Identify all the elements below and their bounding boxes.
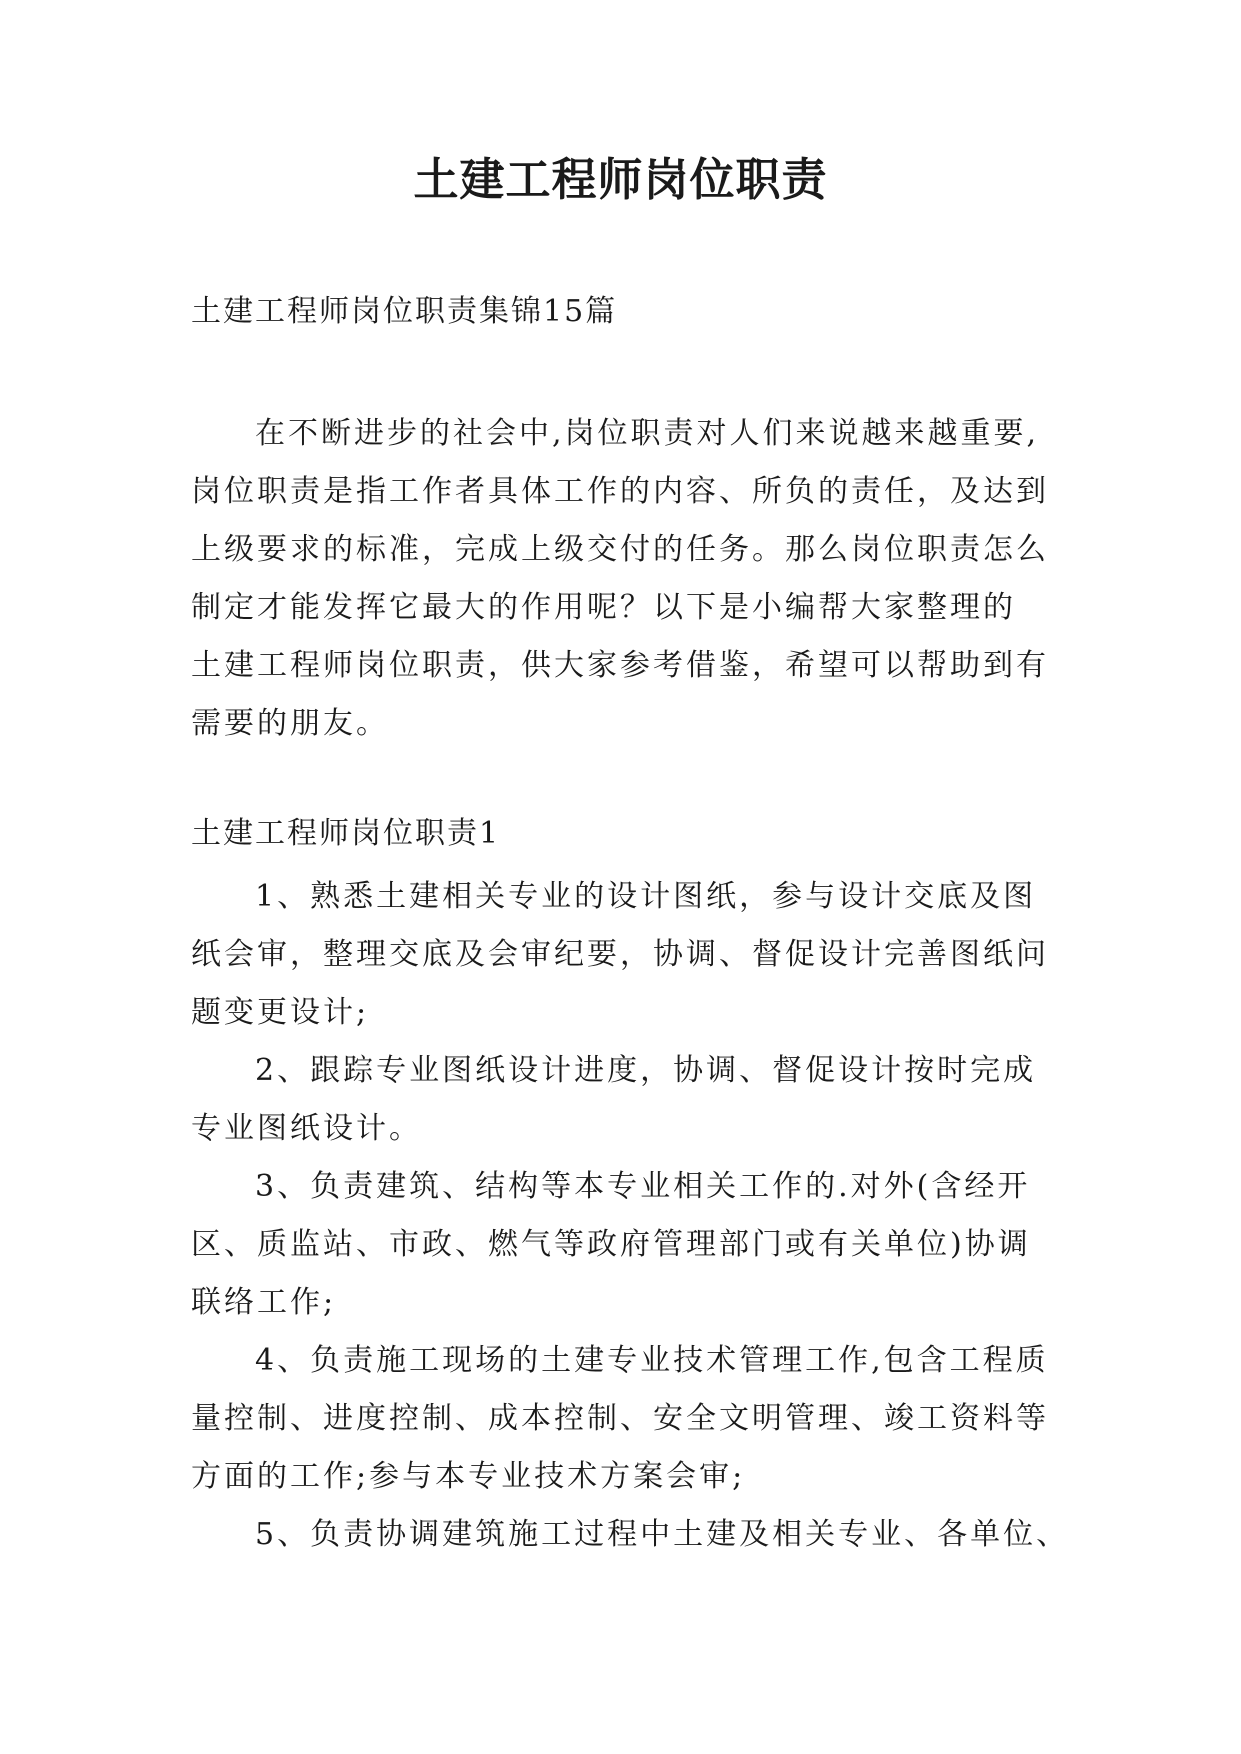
duty-line: 联络工作;	[191, 1285, 337, 1320]
document-title: 土建工程师岗位职责	[413, 153, 828, 206]
duty-line: 纸会审，整理交底及会审纪要，协调、督促设计完善图纸问	[191, 937, 1049, 972]
duty-line: 专业图纸设计。	[191, 1111, 422, 1146]
duty-line: 5、负责协调建筑施工过程中土建及相关专业、各单位、	[255, 1517, 1070, 1552]
intro-line: 需要的朋友。	[191, 706, 389, 741]
duty-line: 题变更设计;	[191, 995, 370, 1030]
duty-line: 2、跟踪专业图纸设计进度，协调、督促设计按时完成	[255, 1053, 1037, 1088]
section-heading: 土建工程师岗位职责1	[191, 816, 501, 851]
intro-line: 制定才能发挥它最大的作用呢？以下是小编帮大家整理的	[191, 590, 1016, 625]
intro-paragraph	[191, 405, 1071, 753]
intro-line: 岗位职责是指工作者具体工作的内容、所负的责任，及达到	[191, 474, 1049, 509]
duty-line: 4、负责施工现场的土建专业技术管理工作,包含工程质	[255, 1343, 1049, 1378]
duties-list	[191, 868, 1071, 1564]
duty-line: 1、熟悉土建相关专业的设计图纸，参与设计交底及图	[255, 879, 1037, 914]
intro-line: 上级要求的标准，完成上级交付的任务。那么岗位职责怎么	[191, 532, 1049, 567]
duty-line: 方面的工作;参与本专业技术方案会审;	[191, 1459, 746, 1494]
intro-line: 土建工程师岗位职责，供大家参考借鉴，希望可以帮助到有	[191, 648, 1049, 683]
duty-line: 3、负责建筑、结构等本专业相关工作的.对外(含经开	[255, 1169, 1031, 1204]
duty-line: 区、质监站、市政、燃气等政府管理部门或有关单位)协调	[191, 1227, 1031, 1262]
duty-line: 量控制、进度控制、成本控制、安全文明管理、竣工资料等	[191, 1401, 1049, 1436]
intro-line: 在不断进步的社会中,岗位职责对人们来说越来越重要,	[255, 416, 1040, 451]
document-subtitle: 土建工程师岗位职责集锦15篇	[191, 294, 618, 329]
